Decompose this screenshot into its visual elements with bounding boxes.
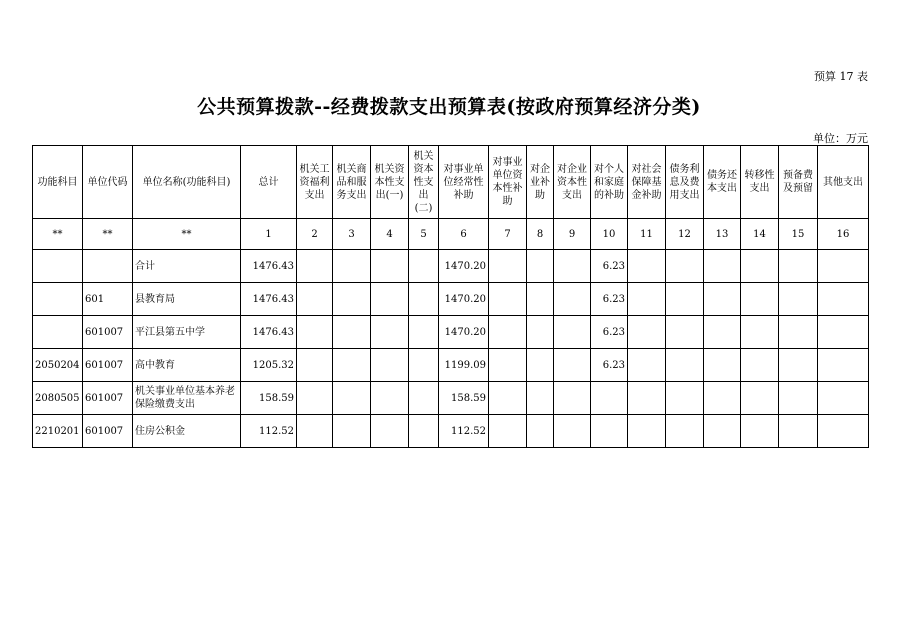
column-header: 对企业补助 (527, 146, 554, 219)
table-cell: 1476.43 (241, 283, 297, 316)
table-cell: 601 (83, 283, 133, 316)
table-cell: 县教育局 (133, 283, 241, 316)
table-cell (333, 349, 371, 382)
column-header: 预备费及预留 (779, 146, 818, 219)
table-cell (333, 382, 371, 415)
column-header: 机关工资福利支出 (297, 146, 333, 219)
table-cell (489, 415, 527, 448)
table-cell (297, 415, 333, 448)
table-cell (333, 283, 371, 316)
column-index-cell: 10 (591, 219, 628, 250)
column-index-cell: 15 (779, 219, 818, 250)
table-cell (779, 382, 818, 415)
table-cell: 601007 (83, 415, 133, 448)
table-cell (779, 415, 818, 448)
table-cell: 6.23 (591, 250, 628, 283)
table-cell (818, 415, 869, 448)
table-row (33, 250, 869, 283)
unit-label: 单位：万元 (813, 132, 868, 145)
column-index-cell: 4 (371, 219, 409, 250)
page-title: 公共预算拨款--经费拨款支出预算表(按政府预算经济分类) (197, 96, 701, 118)
column-header: 对企业资本性支出 (554, 146, 591, 219)
table-cell (409, 382, 439, 415)
column-index-cell: 11 (628, 219, 666, 250)
column-header: 对社会保障基金补助 (628, 146, 666, 219)
column-header: 债务还本支出 (704, 146, 741, 219)
table-cell (704, 250, 741, 283)
table-cell: 112.52 (241, 415, 297, 448)
table-cell (371, 415, 409, 448)
table-cell (371, 349, 409, 382)
column-index-cell: 13 (704, 219, 741, 250)
table-cell (591, 382, 628, 415)
table-cell: 1470.20 (439, 283, 489, 316)
table-cell (371, 382, 409, 415)
table-cell (489, 283, 527, 316)
table-cell: 601007 (83, 316, 133, 349)
column-header: 对事业单位资本性补助 (489, 146, 527, 219)
table-cell: 平江县第五中学 (133, 316, 241, 349)
column-index-cell: 3 (333, 219, 371, 250)
table-cell (527, 250, 554, 283)
table-cell: 2210201 (33, 415, 83, 448)
table-cell: 2050204 (33, 349, 83, 382)
table-cell (628, 283, 666, 316)
table-cell (409, 349, 439, 382)
column-index-cell: 7 (489, 219, 527, 250)
header-row (33, 146, 869, 219)
table-cell (818, 250, 869, 283)
table-cell: 1470.20 (439, 316, 489, 349)
table-cell: 1476.43 (241, 316, 297, 349)
table-cell (33, 283, 83, 316)
table-cell (741, 250, 779, 283)
table-cell (741, 415, 779, 448)
table-cell (818, 316, 869, 349)
table-cell (628, 349, 666, 382)
table-cell (741, 349, 779, 382)
table-cell (628, 316, 666, 349)
column-header: 机关资本性支出(一) (371, 146, 409, 219)
table-cell: 1199.09 (439, 349, 489, 382)
column-index-cell: 9 (554, 219, 591, 250)
table-cell (704, 382, 741, 415)
table-cell (333, 415, 371, 448)
column-index-cell: 2 (297, 219, 333, 250)
table-cell (628, 250, 666, 283)
column-index-row (33, 219, 869, 250)
table-cell (779, 283, 818, 316)
table-row (33, 283, 869, 316)
table-number-tag: 预算 17 表 (814, 70, 868, 83)
column-header: 机关资本性支出(二) (409, 146, 439, 219)
table-cell (333, 316, 371, 349)
table-cell (527, 283, 554, 316)
table-cell (371, 283, 409, 316)
column-header: 单位名称(功能科目) (133, 146, 241, 219)
table-cell: 6.23 (591, 316, 628, 349)
column-header: 转移性支出 (741, 146, 779, 219)
table-cell (554, 349, 591, 382)
table-row (33, 316, 869, 349)
table-cell: 住房公积金 (133, 415, 241, 448)
table-cell (489, 250, 527, 283)
table-cell (409, 250, 439, 283)
table-cell (666, 382, 704, 415)
table-cell (818, 283, 869, 316)
column-index-cell: 14 (741, 219, 779, 250)
table-row (33, 349, 869, 382)
table-cell (666, 415, 704, 448)
table-cell (741, 316, 779, 349)
column-index-cell: 6 (439, 219, 489, 250)
table-row (33, 415, 869, 448)
table-cell (409, 316, 439, 349)
table-cell (666, 250, 704, 283)
table-cell: 158.59 (241, 382, 297, 415)
table-cell (489, 349, 527, 382)
table-cell (527, 415, 554, 448)
table-cell (489, 316, 527, 349)
column-index-cell: ** (33, 219, 83, 250)
table-cell (704, 283, 741, 316)
table-cell (628, 382, 666, 415)
table-cell (818, 382, 869, 415)
table-cell: 158.59 (439, 382, 489, 415)
table-cell (628, 415, 666, 448)
table-cell (83, 250, 133, 283)
column-index-cell: ** (133, 219, 241, 250)
table-cell (554, 382, 591, 415)
table-cell (409, 415, 439, 448)
table-cell (33, 316, 83, 349)
column-header: 功能科目 (33, 146, 83, 219)
table-cell (666, 349, 704, 382)
table-cell: 合计 (133, 250, 241, 283)
table-cell: 1476.43 (241, 250, 297, 283)
column-header: 单位代码 (83, 146, 133, 219)
table-cell: 2080505 (33, 382, 83, 415)
table-cell (704, 349, 741, 382)
table-cell: 112.52 (439, 415, 489, 448)
table-cell (297, 349, 333, 382)
table-cell: 1205.32 (241, 349, 297, 382)
table-cell (554, 283, 591, 316)
table-cell: 1470.20 (439, 250, 489, 283)
table-cell (554, 316, 591, 349)
table-cell (779, 349, 818, 382)
table-cell (409, 283, 439, 316)
column-index-cell: ** (83, 219, 133, 250)
table-cell: 6.23 (591, 349, 628, 382)
table-cell (297, 250, 333, 283)
column-header: 债务利息及费用支出 (666, 146, 704, 219)
table-cell: 6.23 (591, 283, 628, 316)
table-cell (297, 283, 333, 316)
table-cell (779, 316, 818, 349)
table-cell (297, 382, 333, 415)
budget-table (32, 145, 869, 448)
table-cell (554, 250, 591, 283)
table-cell: 601007 (83, 382, 133, 415)
table-cell (527, 349, 554, 382)
column-index-cell: 5 (409, 219, 439, 250)
table-cell (591, 415, 628, 448)
table-cell (527, 316, 554, 349)
column-header: 对事业单位经常性补助 (439, 146, 489, 219)
table-cell (527, 382, 554, 415)
table-cell (704, 415, 741, 448)
column-header: 其他支出 (818, 146, 869, 219)
column-header: 机关商品和服务支出 (333, 146, 371, 219)
column-header: 总计 (241, 146, 297, 219)
table-cell (371, 316, 409, 349)
table-cell (741, 283, 779, 316)
column-header: 对个人和家庭的补助 (591, 146, 628, 219)
table-cell: 高中教育 (133, 349, 241, 382)
table-row (33, 382, 869, 415)
table-cell (33, 250, 83, 283)
column-index-cell: 1 (241, 219, 297, 250)
table-cell (818, 349, 869, 382)
table-cell (666, 316, 704, 349)
table-cell: 机关事业单位基本养老保险缴费支出 (133, 382, 241, 415)
column-index-cell: 8 (527, 219, 554, 250)
table-cell (333, 250, 371, 283)
table-cell (297, 316, 333, 349)
table-cell (371, 250, 409, 283)
table-cell (779, 250, 818, 283)
column-index-cell: 12 (666, 219, 704, 250)
table-cell: 601007 (83, 349, 133, 382)
column-index-cell: 16 (818, 219, 869, 250)
table-cell (666, 283, 704, 316)
table-cell (741, 382, 779, 415)
table-cell (554, 415, 591, 448)
table-cell (704, 316, 741, 349)
table-cell (489, 382, 527, 415)
